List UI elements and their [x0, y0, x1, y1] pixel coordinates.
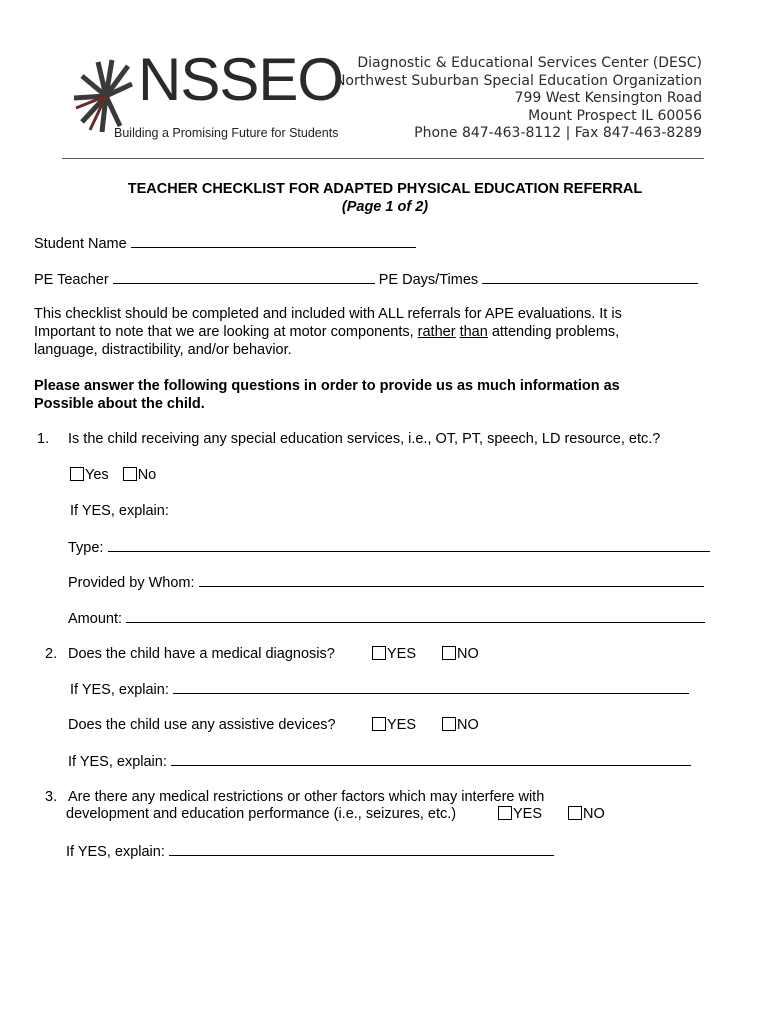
- q2-assistive-no-label: NO: [457, 717, 479, 733]
- q1-yes-checkbox[interactable]: [70, 467, 84, 481]
- q2-no-label: NO: [457, 646, 479, 662]
- q2-assistive-explain-row: [68, 752, 691, 771]
- q2-explain-field[interactable]: [173, 680, 689, 694]
- q3-explain-label: If YES, explain:: [66, 844, 165, 860]
- intro-than: than: [459, 324, 488, 340]
- q1-no-label: No: [137, 467, 157, 483]
- question-2-text: Does the child have a medical diagnosis?: [68, 646, 335, 662]
- q2-assistive-no-checkbox[interactable]: [442, 717, 456, 731]
- q1-amount-row: [68, 609, 705, 628]
- q2-explain-label: If YES, explain:: [70, 682, 169, 698]
- q1-type-row: [68, 538, 710, 557]
- q2-assistive-options: [372, 716, 479, 734]
- intro-text: Important to note that we are looking at motor components,: [34, 324, 418, 340]
- q1-yes-label: Yes: [85, 467, 109, 483]
- student-name-field[interactable]: [131, 234, 416, 248]
- q1-no-checkbox[interactable]: [123, 467, 137, 481]
- q1-amount-field[interactable]: [126, 609, 705, 623]
- q1-type-field[interactable]: [108, 538, 710, 552]
- q1-amount-label: Amount:: [68, 611, 122, 627]
- q2-assistive-text: Does the child use any assistive devices?: [68, 717, 336, 733]
- q2-no-checkbox[interactable]: [442, 646, 456, 660]
- q2-assistive-explain-field[interactable]: [171, 752, 691, 766]
- form-title: TEACHER CHECKLIST FOR ADAPTED PHYSICAL EDUCATION REFERRAL: [127, 181, 643, 197]
- intro-line: This checklist should be completed and included with ALL referrals for APE evaluations. It is: [34, 306, 622, 322]
- q3-no-label: NO: [583, 806, 605, 822]
- q2-assistive-explain-label: If YES, explain:: [68, 754, 167, 770]
- form-subtitle: (Page 1 of 2): [341, 199, 429, 215]
- q2-assistive-yes-checkbox[interactable]: [372, 717, 386, 731]
- pe-teacher-field[interactable]: [113, 270, 375, 284]
- address-line: Diagnostic & Educational Services Center (DESC): [357, 55, 702, 71]
- instruction-line: Possible about the child.: [34, 396, 205, 412]
- pe-days-field[interactable]: [482, 270, 698, 284]
- q1-provided-label: Provided by Whom:: [68, 575, 195, 591]
- q3-explain-row: [66, 842, 554, 861]
- q2-yes-label: YES: [387, 646, 417, 662]
- q1-type-label: Type:: [68, 540, 104, 556]
- q3-yes-checkbox[interactable]: [498, 806, 512, 820]
- q1-provided-row: [68, 573, 704, 592]
- pe-teacher-label: PE Teacher: [34, 272, 109, 288]
- pe-days-label: PE Days/Times: [378, 272, 479, 288]
- address-line: 799 West Kensington Road: [514, 90, 702, 106]
- pe-teacher-row: [34, 270, 698, 289]
- q3-yes-label: YES: [513, 806, 543, 822]
- question-3-text-line1: Are there any medical restrictions or other factors which may interfere with: [68, 789, 545, 805]
- student-name-row: [34, 234, 416, 253]
- question-1-options: [70, 466, 156, 484]
- q2-explain-row: [70, 680, 689, 699]
- question-2-number: 2.: [45, 646, 58, 662]
- intro-line: language, distractibility, and/or behavior.: [34, 342, 292, 358]
- q3-explain-field[interactable]: [169, 842, 554, 856]
- q2-assistive-yes-label: YES: [387, 717, 417, 733]
- student-name-label: Student Name: [34, 236, 127, 252]
- logo-wordmark: NSSEO: [138, 46, 344, 113]
- q1-explain-label: If YES, explain:: [70, 503, 169, 519]
- question-3-number: 3.: [45, 789, 58, 805]
- address-line: Mount Prospect IL 60056: [528, 107, 702, 124]
- nsseo-logo-mark-icon: [72, 56, 134, 134]
- question-1-text: Is the child receiving any special education services, i.e., OT, PT, speech, LD resource, etc.?: [68, 431, 661, 447]
- logo-tagline: Building a Promising Future for Students: [114, 126, 339, 140]
- header-divider: [62, 158, 704, 159]
- q1-provided-field[interactable]: [199, 573, 704, 587]
- q3-no-checkbox[interactable]: [568, 806, 582, 820]
- address-line: Northwest Suburban Special Education Organization: [334, 72, 702, 89]
- q2-yes-checkbox[interactable]: [372, 646, 386, 660]
- instruction-line: Please answer the following questions in order to provide us as much information as: [34, 378, 620, 394]
- address-line: Phone 847-463-8112 | Fax 847-463-8289: [414, 125, 702, 141]
- organization-address: [335, 55, 702, 143]
- intro-rather: rather: [417, 324, 456, 340]
- form-title-block: [0, 180, 770, 216]
- question-3-text-line2: development and education performance (i.e., seizures, etc.): [66, 806, 457, 822]
- intro-text: attending problems,: [487, 324, 620, 340]
- intro-line: [34, 323, 619, 341]
- q3-options: [498, 805, 605, 823]
- q2-options: [372, 645, 479, 663]
- question-1-number: 1.: [37, 431, 50, 447]
